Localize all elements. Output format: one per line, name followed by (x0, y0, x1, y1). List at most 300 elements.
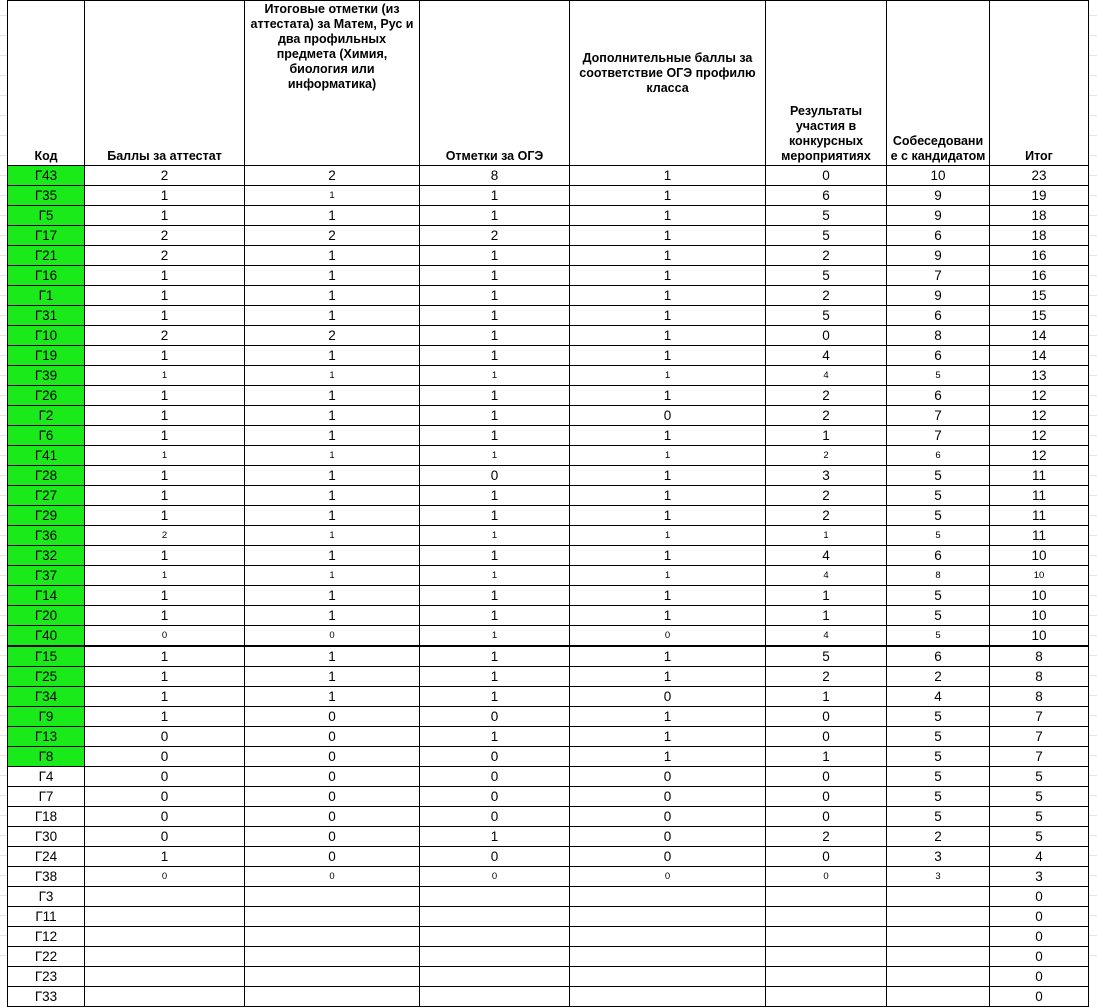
code-cell[interactable]: Г30 (8, 827, 85, 847)
final-marks-cell[interactable]: 1 (245, 306, 420, 326)
interview-cell[interactable]: 5 (887, 807, 990, 827)
final-marks-cell[interactable]: 0 (245, 827, 420, 847)
oge-marks-cell[interactable]: 2 (420, 226, 570, 246)
attestat-points-cell[interactable]: 0 (85, 787, 245, 807)
total-cell[interactable]: 3 (990, 867, 1089, 887)
total-cell[interactable]: 8 (990, 646, 1089, 667)
code-cell[interactable]: Г17 (8, 226, 85, 246)
attestat-points-cell[interactable]: 1 (85, 366, 245, 386)
total-cell[interactable]: 0 (990, 947, 1089, 967)
final-marks-cell[interactable]: 0 (245, 747, 420, 767)
contest-results-cell[interactable]: 6 (766, 186, 887, 206)
attestat-points-cell[interactable]: 2 (85, 326, 245, 346)
code-cell[interactable]: Г25 (8, 667, 85, 687)
interview-cell[interactable] (887, 987, 990, 1007)
final-marks-cell[interactable]: 2 (245, 166, 420, 186)
oge-marks-cell[interactable]: 1 (420, 566, 570, 586)
oge-marks-cell[interactable]: 1 (420, 206, 570, 226)
code-cell[interactable]: Г7 (8, 787, 85, 807)
total-cell[interactable]: 10 (990, 626, 1089, 647)
extra-points-cell[interactable]: 1 (570, 346, 766, 366)
code-cell[interactable]: Г8 (8, 747, 85, 767)
total-cell[interactable]: 11 (990, 466, 1089, 486)
code-cell[interactable]: Г29 (8, 506, 85, 526)
extra-points-cell[interactable]: 1 (570, 186, 766, 206)
interview-cell[interactable] (887, 887, 990, 907)
contest-results-cell[interactable] (766, 907, 887, 927)
attestat-points-cell[interactable]: 2 (85, 226, 245, 246)
contest-results-cell[interactable]: 0 (766, 787, 887, 807)
header-final-marks[interactable]: Итоговые отметки (из аттестата) за Матем, Рус и два профильных предмета (Химия, биология или информатика) (245, 1, 420, 166)
extra-points-cell[interactable] (570, 987, 766, 1007)
extra-points-cell[interactable]: 1 (570, 166, 766, 186)
total-cell[interactable]: 5 (990, 807, 1089, 827)
total-cell[interactable]: 4 (990, 847, 1089, 867)
interview-cell[interactable]: 8 (887, 326, 990, 346)
attestat-points-cell[interactable]: 0 (85, 867, 245, 887)
contest-results-cell[interactable]: 5 (766, 226, 887, 246)
oge-marks-cell[interactable]: 1 (420, 727, 570, 747)
interview-cell[interactable]: 2 (887, 667, 990, 687)
interview-cell[interactable]: 6 (887, 346, 990, 366)
interview-cell[interactable]: 9 (887, 186, 990, 206)
total-cell[interactable]: 10 (990, 546, 1089, 566)
contest-results-cell[interactable]: 0 (766, 807, 887, 827)
contest-results-cell[interactable]: 0 (766, 707, 887, 727)
interview-cell[interactable]: 5 (887, 606, 990, 626)
interview-cell[interactable]: 5 (887, 727, 990, 747)
total-cell[interactable]: 10 (990, 586, 1089, 606)
contest-results-cell[interactable]: 0 (766, 867, 887, 887)
contest-results-cell[interactable]: 1 (766, 747, 887, 767)
oge-marks-cell[interactable]: 0 (420, 847, 570, 867)
oge-marks-cell[interactable] (420, 987, 570, 1007)
contest-results-cell[interactable]: 0 (766, 326, 887, 346)
oge-marks-cell[interactable] (420, 907, 570, 927)
oge-marks-cell[interactable]: 1 (420, 286, 570, 306)
attestat-points-cell[interactable]: 1 (85, 266, 245, 286)
final-marks-cell[interactable]: 0 (245, 707, 420, 727)
oge-marks-cell[interactable]: 1 (420, 827, 570, 847)
code-cell[interactable]: Г3 (8, 887, 85, 907)
extra-points-cell[interactable]: 1 (570, 727, 766, 747)
extra-points-cell[interactable]: 1 (570, 386, 766, 406)
contest-results-cell[interactable]: 0 (766, 727, 887, 747)
interview-cell[interactable]: 9 (887, 206, 990, 226)
attestat-points-cell[interactable]: 2 (85, 526, 245, 546)
header-attestat-points[interactable]: Баллы за аттестат (85, 1, 245, 166)
final-marks-cell[interactable]: 1 (245, 506, 420, 526)
contest-results-cell[interactable]: 2 (766, 386, 887, 406)
attestat-points-cell[interactable]: 1 (85, 406, 245, 426)
code-cell[interactable]: Г41 (8, 446, 85, 466)
contest-results-cell[interactable]: 2 (766, 246, 887, 266)
extra-points-cell[interactable]: 0 (570, 626, 766, 647)
oge-marks-cell[interactable]: 1 (420, 687, 570, 707)
attestat-points-cell[interactable]: 0 (85, 747, 245, 767)
code-cell[interactable]: Г14 (8, 586, 85, 606)
contest-results-cell[interactable]: 5 (766, 266, 887, 286)
extra-points-cell[interactable]: 1 (570, 446, 766, 466)
attestat-points-cell[interactable]: 1 (85, 586, 245, 606)
interview-cell[interactable]: 7 (887, 406, 990, 426)
attestat-points-cell[interactable]: 0 (85, 626, 245, 647)
contest-results-cell[interactable] (766, 887, 887, 907)
total-cell[interactable]: 11 (990, 486, 1089, 506)
interview-cell[interactable]: 6 (887, 306, 990, 326)
extra-points-cell[interactable]: 0 (570, 827, 766, 847)
code-cell[interactable]: Г35 (8, 186, 85, 206)
attestat-points-cell[interactable]: 1 (85, 687, 245, 707)
contest-results-cell[interactable]: 2 (766, 486, 887, 506)
extra-points-cell[interactable]: 1 (570, 707, 766, 727)
code-cell[interactable]: Г9 (8, 707, 85, 727)
code-cell[interactable]: Г31 (8, 306, 85, 326)
attestat-points-cell[interactable]: 1 (85, 847, 245, 867)
contest-results-cell[interactable]: 2 (766, 506, 887, 526)
total-cell[interactable]: 0 (990, 887, 1089, 907)
extra-points-cell[interactable]: 0 (570, 807, 766, 827)
code-cell[interactable]: Г13 (8, 727, 85, 747)
extra-points-cell[interactable]: 0 (570, 787, 766, 807)
extra-points-cell[interactable]: 1 (570, 246, 766, 266)
oge-marks-cell[interactable]: 1 (420, 586, 570, 606)
oge-marks-cell[interactable] (420, 887, 570, 907)
total-cell[interactable]: 10 (990, 566, 1089, 586)
code-cell[interactable]: Г40 (8, 626, 85, 647)
code-cell[interactable]: Г39 (8, 366, 85, 386)
oge-marks-cell[interactable]: 1 (420, 346, 570, 366)
interview-cell[interactable]: 6 (887, 646, 990, 667)
oge-marks-cell[interactable]: 0 (420, 466, 570, 486)
interview-cell[interactable]: 4 (887, 687, 990, 707)
interview-cell[interactable]: 5 (887, 787, 990, 807)
interview-cell[interactable]: 5 (887, 526, 990, 546)
final-marks-cell[interactable]: 1 (245, 206, 420, 226)
oge-marks-cell[interactable]: 0 (420, 787, 570, 807)
contest-results-cell[interactable]: 4 (766, 346, 887, 366)
contest-results-cell[interactable]: 5 (766, 646, 887, 667)
oge-marks-cell[interactable]: 1 (420, 306, 570, 326)
final-marks-cell[interactable]: 1 (245, 486, 420, 506)
code-cell[interactable]: Г15 (8, 646, 85, 667)
total-cell[interactable]: 0 (990, 927, 1089, 947)
total-cell[interactable]: 7 (990, 747, 1089, 767)
extra-points-cell[interactable]: 0 (570, 767, 766, 787)
oge-marks-cell[interactable] (420, 927, 570, 947)
attestat-points-cell[interactable] (85, 907, 245, 927)
total-cell[interactable]: 12 (990, 386, 1089, 406)
attestat-points-cell[interactable] (85, 887, 245, 907)
extra-points-cell[interactable]: 1 (570, 667, 766, 687)
oge-marks-cell[interactable]: 0 (420, 807, 570, 827)
contest-results-cell[interactable]: 3 (766, 466, 887, 486)
oge-marks-cell[interactable]: 1 (420, 366, 570, 386)
total-cell[interactable]: 11 (990, 506, 1089, 526)
code-cell[interactable]: Г21 (8, 246, 85, 266)
final-marks-cell[interactable] (245, 987, 420, 1007)
oge-marks-cell[interactable]: 0 (420, 767, 570, 787)
final-marks-cell[interactable]: 1 (245, 286, 420, 306)
attestat-points-cell[interactable]: 0 (85, 827, 245, 847)
extra-points-cell[interactable]: 0 (570, 867, 766, 887)
extra-points-cell[interactable]: 1 (570, 646, 766, 667)
interview-cell[interactable]: 9 (887, 286, 990, 306)
code-cell[interactable]: Г4 (8, 767, 85, 787)
oge-marks-cell[interactable] (420, 947, 570, 967)
interview-cell[interactable] (887, 927, 990, 947)
oge-marks-cell[interactable]: 0 (420, 747, 570, 767)
attestat-points-cell[interactable] (85, 967, 245, 987)
interview-cell[interactable]: 8 (887, 566, 990, 586)
attestat-points-cell[interactable]: 1 (85, 306, 245, 326)
contest-results-cell[interactable]: 4 (766, 366, 887, 386)
total-cell[interactable]: 10 (990, 606, 1089, 626)
contest-results-cell[interactable] (766, 967, 887, 987)
oge-marks-cell[interactable]: 1 (420, 386, 570, 406)
code-cell[interactable]: Г43 (8, 166, 85, 186)
code-cell[interactable]: Г2 (8, 406, 85, 426)
extra-points-cell[interactable]: 1 (570, 366, 766, 386)
contest-results-cell[interactable]: 1 (766, 606, 887, 626)
extra-points-cell[interactable]: 1 (570, 226, 766, 246)
attestat-points-cell[interactable]: 1 (85, 286, 245, 306)
interview-cell[interactable]: 5 (887, 366, 990, 386)
total-cell[interactable]: 0 (990, 907, 1089, 927)
interview-cell[interactable]: 5 (887, 486, 990, 506)
attestat-points-cell[interactable]: 1 (85, 566, 245, 586)
final-marks-cell[interactable]: 1 (245, 346, 420, 366)
code-cell[interactable]: Г23 (8, 967, 85, 987)
total-cell[interactable]: 14 (990, 346, 1089, 366)
contest-results-cell[interactable]: 0 (766, 166, 887, 186)
code-cell[interactable]: Г37 (8, 566, 85, 586)
total-cell[interactable]: 5 (990, 787, 1089, 807)
attestat-points-cell[interactable]: 1 (85, 426, 245, 446)
total-cell[interactable]: 7 (990, 707, 1089, 727)
attestat-points-cell[interactable]: 1 (85, 206, 245, 226)
attestat-points-cell[interactable]: 1 (85, 466, 245, 486)
interview-cell[interactable]: 5 (887, 586, 990, 606)
header-total[interactable]: Итог (990, 1, 1089, 166)
final-marks-cell[interactable] (245, 887, 420, 907)
total-cell[interactable]: 12 (990, 426, 1089, 446)
total-cell[interactable]: 11 (990, 526, 1089, 546)
extra-points-cell[interactable]: 1 (570, 747, 766, 767)
contest-results-cell[interactable]: 2 (766, 827, 887, 847)
code-cell[interactable]: Г11 (8, 907, 85, 927)
oge-marks-cell[interactable]: 1 (420, 606, 570, 626)
contest-results-cell[interactable]: 1 (766, 426, 887, 446)
oge-marks-cell[interactable]: 1 (420, 486, 570, 506)
final-marks-cell[interactable]: 1 (245, 266, 420, 286)
attestat-points-cell[interactable]: 0 (85, 807, 245, 827)
oge-marks-cell[interactable]: 1 (420, 406, 570, 426)
oge-marks-cell[interactable]: 1 (420, 246, 570, 266)
interview-cell[interactable]: 6 (887, 546, 990, 566)
final-marks-cell[interactable]: 2 (245, 226, 420, 246)
attestat-points-cell[interactable]: 1 (85, 667, 245, 687)
oge-marks-cell[interactable] (420, 967, 570, 987)
contest-results-cell[interactable]: 4 (766, 566, 887, 586)
code-cell[interactable]: Г19 (8, 346, 85, 366)
contest-results-cell[interactable] (766, 987, 887, 1007)
attestat-points-cell[interactable] (85, 947, 245, 967)
code-cell[interactable]: Г6 (8, 426, 85, 446)
attestat-points-cell[interactable]: 0 (85, 767, 245, 787)
total-cell[interactable]: 18 (990, 206, 1089, 226)
total-cell[interactable]: 7 (990, 727, 1089, 747)
interview-cell[interactable]: 5 (887, 747, 990, 767)
extra-points-cell[interactable]: 1 (570, 306, 766, 326)
final-marks-cell[interactable]: 1 (245, 446, 420, 466)
code-cell[interactable]: Г26 (8, 386, 85, 406)
extra-points-cell[interactable]: 1 (570, 526, 766, 546)
interview-cell[interactable]: 5 (887, 707, 990, 727)
final-marks-cell[interactable] (245, 947, 420, 967)
final-marks-cell[interactable]: 1 (245, 366, 420, 386)
interview-cell[interactable]: 6 (887, 226, 990, 246)
total-cell[interactable]: 12 (990, 446, 1089, 466)
oge-marks-cell[interactable]: 1 (420, 326, 570, 346)
header-extra-points[interactable]: Дополнительные баллы за соответствие ОГЭ профилю класса (570, 1, 766, 166)
final-marks-cell[interactable]: 0 (245, 867, 420, 887)
final-marks-cell[interactable]: 1 (245, 606, 420, 626)
extra-points-cell[interactable]: 1 (570, 606, 766, 626)
contest-results-cell[interactable]: 2 (766, 286, 887, 306)
code-cell[interactable]: Г22 (8, 947, 85, 967)
interview-cell[interactable]: 7 (887, 426, 990, 446)
final-marks-cell[interactable]: 1 (245, 586, 420, 606)
interview-cell[interactable]: 5 (887, 626, 990, 647)
attestat-points-cell[interactable]: 1 (85, 606, 245, 626)
total-cell[interactable]: 16 (990, 246, 1089, 266)
final-marks-cell[interactable]: 0 (245, 807, 420, 827)
extra-points-cell[interactable]: 1 (570, 466, 766, 486)
interview-cell[interactable]: 9 (887, 246, 990, 266)
extra-points-cell[interactable]: 1 (570, 566, 766, 586)
extra-points-cell[interactable]: 1 (570, 206, 766, 226)
contest-results-cell[interactable]: 5 (766, 206, 887, 226)
contest-results-cell[interactable]: 1 (766, 586, 887, 606)
interview-cell[interactable] (887, 967, 990, 987)
interview-cell[interactable]: 3 (887, 867, 990, 887)
code-cell[interactable]: Г28 (8, 466, 85, 486)
code-cell[interactable]: Г1 (8, 286, 85, 306)
code-cell[interactable]: Г34 (8, 687, 85, 707)
contest-results-cell[interactable]: 1 (766, 687, 887, 707)
contest-results-cell[interactable] (766, 927, 887, 947)
total-cell[interactable]: 23 (990, 166, 1089, 186)
total-cell[interactable]: 14 (990, 326, 1089, 346)
attestat-points-cell[interactable]: 1 (85, 186, 245, 206)
interview-cell[interactable]: 5 (887, 506, 990, 526)
interview-cell[interactable]: 6 (887, 386, 990, 406)
extra-points-cell[interactable] (570, 947, 766, 967)
header-interview[interactable]: Собеседовани е с кандидатом (887, 1, 990, 166)
extra-points-cell[interactable]: 0 (570, 687, 766, 707)
attestat-points-cell[interactable]: 1 (85, 546, 245, 566)
extra-points-cell[interactable]: 1 (570, 266, 766, 286)
total-cell[interactable]: 8 (990, 687, 1089, 707)
interview-cell[interactable] (887, 907, 990, 927)
attestat-points-cell[interactable]: 1 (85, 486, 245, 506)
code-cell[interactable]: Г36 (8, 526, 85, 546)
attestat-points-cell[interactable]: 2 (85, 166, 245, 186)
interview-cell[interactable]: 5 (887, 767, 990, 787)
extra-points-cell[interactable] (570, 907, 766, 927)
contest-results-cell[interactable]: 4 (766, 546, 887, 566)
attestat-points-cell[interactable]: 1 (85, 346, 245, 366)
total-cell[interactable]: 12 (990, 406, 1089, 426)
oge-marks-cell[interactable]: 1 (420, 506, 570, 526)
contest-results-cell[interactable]: 2 (766, 667, 887, 687)
final-marks-cell[interactable]: 1 (245, 667, 420, 687)
extra-points-cell[interactable]: 1 (570, 586, 766, 606)
interview-cell[interactable]: 10 (887, 166, 990, 186)
oge-marks-cell[interactable]: 1 (420, 186, 570, 206)
extra-points-cell[interactable]: 0 (570, 406, 766, 426)
code-cell[interactable]: Г20 (8, 606, 85, 626)
final-marks-cell[interactable] (245, 927, 420, 947)
final-marks-cell[interactable] (245, 967, 420, 987)
attestat-points-cell[interactable] (85, 927, 245, 947)
extra-points-cell[interactable] (570, 967, 766, 987)
extra-points-cell[interactable]: 1 (570, 506, 766, 526)
total-cell[interactable]: 15 (990, 286, 1089, 306)
oge-marks-cell[interactable]: 1 (420, 546, 570, 566)
final-marks-cell[interactable]: 1 (245, 466, 420, 486)
total-cell[interactable]: 8 (990, 667, 1089, 687)
code-cell[interactable]: Г16 (8, 266, 85, 286)
oge-marks-cell[interactable]: 0 (420, 867, 570, 887)
code-cell[interactable]: Г5 (8, 206, 85, 226)
code-cell[interactable]: Г12 (8, 927, 85, 947)
oge-marks-cell[interactable]: 1 (420, 266, 570, 286)
final-marks-cell[interactable]: 0 (245, 727, 420, 747)
interview-cell[interactable]: 5 (887, 466, 990, 486)
total-cell[interactable]: 13 (990, 366, 1089, 386)
attestat-points-cell[interactable]: 0 (85, 727, 245, 747)
code-cell[interactable]: Г38 (8, 867, 85, 887)
total-cell[interactable]: 18 (990, 226, 1089, 246)
oge-marks-cell[interactable]: 1 (420, 626, 570, 647)
header-code[interactable]: Код (8, 1, 85, 166)
attestat-points-cell[interactable]: 2 (85, 246, 245, 266)
contest-results-cell[interactable]: 1 (766, 526, 887, 546)
interview-cell[interactable] (887, 947, 990, 967)
total-cell[interactable]: 16 (990, 266, 1089, 286)
extra-points-cell[interactable]: 1 (570, 546, 766, 566)
total-cell[interactable]: 0 (990, 967, 1089, 987)
final-marks-cell[interactable]: 1 (245, 526, 420, 546)
contest-results-cell[interactable] (766, 947, 887, 967)
code-cell[interactable]: Г18 (8, 807, 85, 827)
contest-results-cell[interactable]: 4 (766, 626, 887, 647)
final-marks-cell[interactable]: 1 (245, 406, 420, 426)
oge-marks-cell[interactable]: 1 (420, 426, 570, 446)
code-cell[interactable]: Г27 (8, 486, 85, 506)
header-oge-marks[interactable]: Отметки за ОГЭ (420, 1, 570, 166)
final-marks-cell[interactable]: 0 (245, 787, 420, 807)
final-marks-cell[interactable]: 0 (245, 767, 420, 787)
final-marks-cell[interactable]: 1 (245, 246, 420, 266)
total-cell[interactable]: 19 (990, 186, 1089, 206)
interview-cell[interactable]: 3 (887, 847, 990, 867)
oge-marks-cell[interactable]: 8 (420, 166, 570, 186)
attestat-points-cell[interactable]: 1 (85, 386, 245, 406)
oge-marks-cell[interactable]: 0 (420, 707, 570, 727)
